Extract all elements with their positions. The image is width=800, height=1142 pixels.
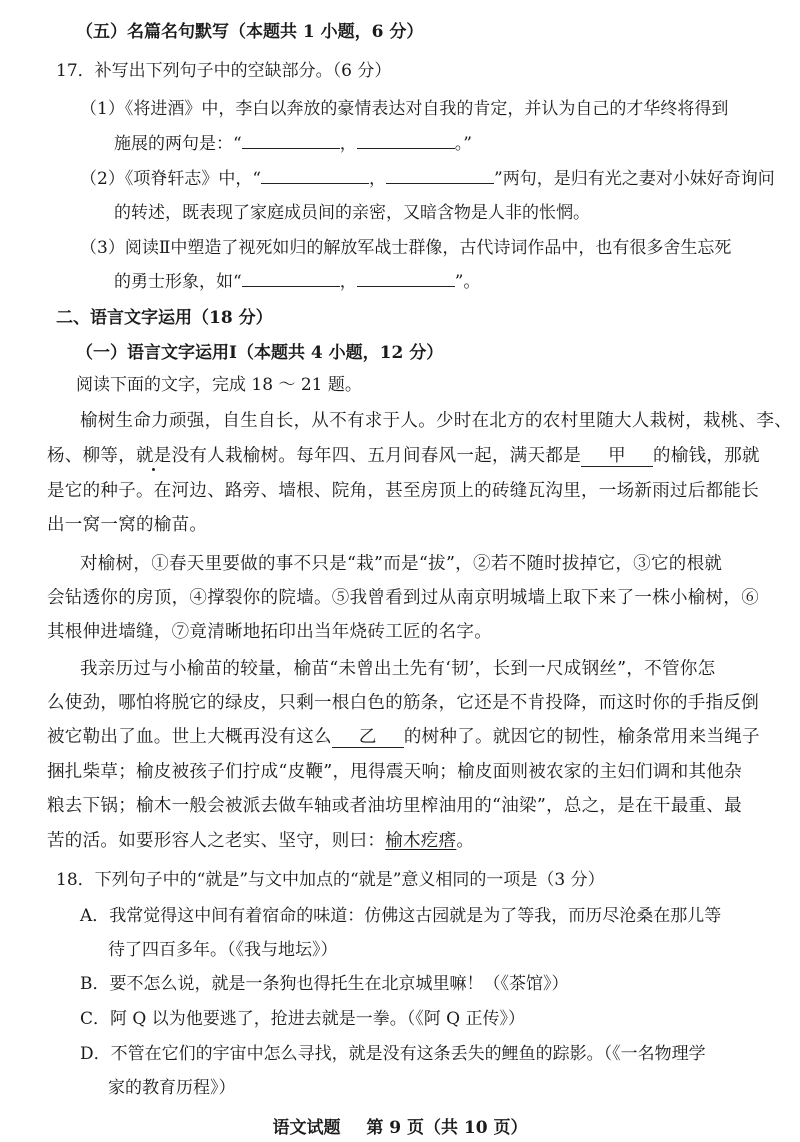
sub-section-heading: （一）语言文字运用Ⅰ（本题共 4 小题，12 分）: [76, 343, 444, 363]
option-a-continued: 待了四百多年。（《我与地坛》）: [108, 940, 338, 960]
passage-line: 对榆树，①春天里要做的事不只是“栽”而是“拔”，②若不随时拔掉它，③它的根就: [80, 554, 723, 574]
question-17-stem: 17．补写出下列句子中的空缺部分。（6 分）: [56, 61, 392, 81]
reading-instruction: 阅读下面的文字，完成 18 ～ 21 题。: [76, 375, 362, 395]
question-17-item-1-line-2: [114, 132, 472, 156]
footer-page-number: 第 9 页（共 10 页）: [366, 1118, 528, 1138]
option-c[interactable]: C．阿 Q 以为他要逃了，抢进去就是一拳。（《阿 Q 正传》）: [80, 1009, 525, 1029]
question-17-item-2-line-2: 的转述，既表现了家庭成员间的亲密，又暗含物是人非的怅惘。: [114, 203, 590, 223]
question-17-item-2-line-1: [80, 167, 775, 191]
passage-line: 出一窝一窝的榆苗。: [47, 515, 208, 535]
question-17-item-1-line-1: （1）《将进酒》中，李白以奔放的豪情表达对自我的肯定，并认为自己的才华终将得到: [80, 99, 729, 119]
text-segment: 没有人栽榆树。每年四、五月间春风一起，满天都是: [171, 446, 582, 466]
blank-jia: 甲: [581, 446, 653, 467]
passage-line: 我亲历过与小榆苗的较量，榆苗“未曾出土先有‘韧’，长到一尺成钢丝”，不管你怎: [80, 659, 716, 679]
option-d[interactable]: D．不管在它们的宇宙中怎么寻找，就是没有这条丢失的鲤鱼的踪影。（《一名物理学: [80, 1044, 706, 1064]
passage-line: 捆扎柴草；榆皮被孩子们拧成“皮鞭”，甩得震天响；榆皮面则被农家的主妇们调和其他杂: [47, 762, 742, 782]
answer-blank[interactable]: [242, 148, 340, 149]
question-17-item-3-line-1: （3）阅读Ⅱ中塑造了视死如归的解放军战士群像，古代诗词作品中，也有很多舍生忘死: [80, 238, 732, 258]
text-segment: ”两句，是归有光之妻对小妹好奇询问: [494, 169, 775, 189]
option-d-continued: 家的教育历程》）: [108, 1078, 236, 1098]
answer-blank[interactable]: [357, 286, 455, 287]
passage-line: 会钻透你的房顶，④撑裂你的院墙。⑤我曾看到过从南京明城墙上取下来了一株小榆树，⑥: [47, 588, 759, 608]
option-b[interactable]: B．要不怎么说，就是一条狗也得托生在北京城里嘛！（《茶馆》）: [80, 974, 569, 994]
text-segment: 被它勒出了血。世上大概再没有这么: [47, 727, 332, 747]
text-segment: 的勇士形象，如“: [114, 272, 242, 292]
section-heading: （五）名篇名句默写（本题共 1 小题，6 分）: [76, 22, 424, 42]
passage-line: 粮去下锅；榆木一般会被派去做车轴或者油坊里榨油用的“油梁”，总之，是在干最重、最: [47, 796, 742, 816]
question-18-stem: 18．下列句子中的“就是”与文中加点的“就是”意义相同的一项是（3 分）: [56, 870, 605, 890]
answer-blank[interactable]: [357, 148, 455, 149]
text-segment: ”。: [454, 272, 481, 292]
question-17-item-3-line-2: [114, 270, 480, 294]
passage-line: [47, 829, 474, 853]
part-heading: 二、语言文字运用（18 分）: [56, 308, 273, 328]
page-footer: [0, 1113, 800, 1138]
footer-subject: 语文试题: [272, 1118, 341, 1138]
passage-line: [47, 444, 760, 468]
text-segment: 。”: [454, 134, 472, 154]
option-a[interactable]: A．我常觉得这中间有着宿命的味道：仿佛这古园就是为了等我，而历尽沧桑在那儿等: [80, 906, 722, 926]
text-segment: 苦的活。如要形容人之老实、坚守，则曰：: [47, 831, 386, 851]
blank-yi: 乙: [332, 727, 404, 748]
text-segment: ，: [369, 169, 387, 189]
text-segment: 施展的两句是：“: [114, 134, 242, 154]
text-segment: ，: [339, 272, 357, 292]
passage-line: 榆树生命力顽强，自生自长，从不有求于人。少时在北方的农村里随大人栽树，栽桃、李、: [80, 411, 792, 431]
dotted-emphasis-word: 就是: [136, 446, 172, 466]
text-segment: ，: [339, 134, 357, 154]
passage-line: 其根伸进墙缝，⑦竟清晰地拓印出当年烧砖工匠的名字。: [47, 622, 492, 642]
answer-blank[interactable]: [386, 183, 494, 184]
answer-blank[interactable]: [261, 183, 369, 184]
passage-line: 是它的种子。在河边、路旁、墙根、院角，甚至房顶上的砖缝瓦沟里，一场新雨过后都能长: [47, 481, 759, 501]
text-segment: 。: [456, 831, 475, 851]
underlined-phrase: 榆木疙瘩: [385, 831, 457, 851]
text-segment: 的树种了。就因它的韧性，榆条常用来当绳子: [403, 727, 760, 747]
text-segment: 杨、柳等，: [47, 446, 136, 466]
passage-line: [47, 725, 760, 749]
text-segment: 的榆钱，那就: [653, 446, 760, 466]
passage-line: 么使劲，哪怕将脱它的绿皮，只剩一根白色的筋条，它还是不肯投降，而这时你的手指反倒: [47, 693, 759, 713]
answer-blank[interactable]: [242, 286, 340, 287]
text-segment: （2）《项脊轩志》中，“: [80, 169, 262, 189]
